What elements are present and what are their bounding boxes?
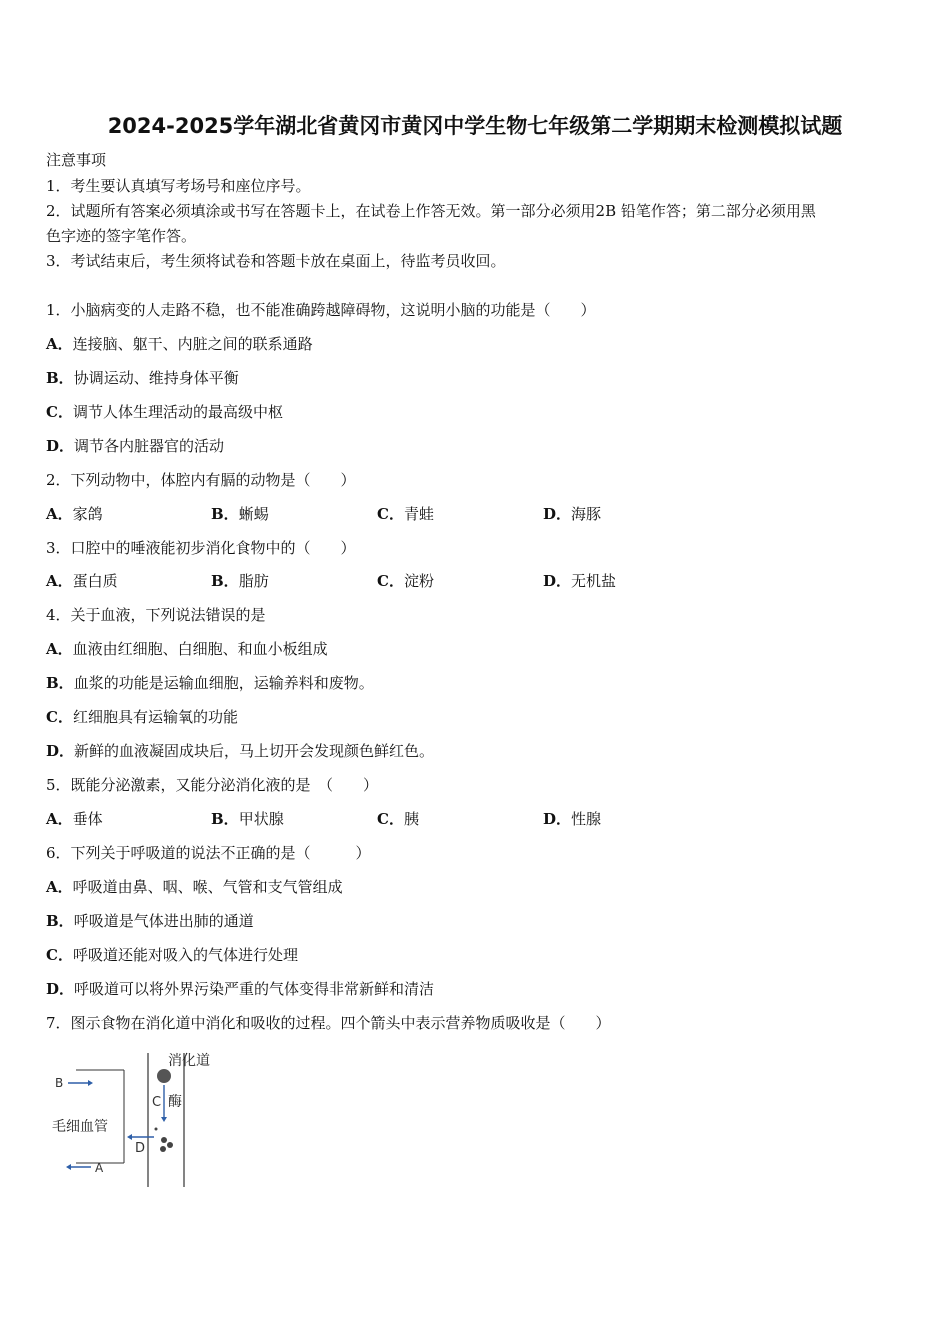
option-a <box>46 334 313 354</box>
option-text: 呼吸道可以将外界污染严重的气体变得非常新鲜和清洁 <box>74 980 435 998</box>
enzyme-label: 酶 <box>168 1094 182 1110</box>
option-key: D． <box>543 505 572 523</box>
arrow-d-label: D <box>135 1141 146 1156</box>
option-key: D． <box>46 980 75 998</box>
option-text: 协调运动、维持身体平衡 <box>73 369 239 387</box>
option-d <box>543 504 601 524</box>
option-key: D． <box>543 572 572 590</box>
notice-heading: 注意事项 <box>46 151 107 169</box>
option-key: A． <box>46 335 73 353</box>
option-text: 调节人体生理活动的最高级中枢 <box>72 403 283 421</box>
option-text: 胰 <box>403 810 419 828</box>
digested-particle <box>160 1146 166 1152</box>
option-key: C． <box>377 810 404 828</box>
digestion-absorption-diagram <box>46 1045 236 1195</box>
option-c <box>46 402 283 422</box>
option-key: B． <box>211 572 239 590</box>
page-title: 2024-2025学年湖北省黄冈市黄冈中学生物七年级第二学期期末检测模拟试题 <box>107 114 843 138</box>
arrow-a-label: A <box>95 1161 104 1175</box>
option-a <box>46 639 328 659</box>
option-text: 垂体 <box>72 810 103 828</box>
option-text: 海豚 <box>571 505 602 523</box>
option-key: D． <box>46 742 75 760</box>
option-d <box>543 809 601 829</box>
option-key: C． <box>377 572 404 590</box>
option-d <box>46 436 224 456</box>
notice-item: 1．考生要认真填写考场号和座位序号。 <box>46 177 311 195</box>
question-stem: 4．关于血液，下列说法错误的是 <box>46 606 266 624</box>
arrow-c-label: C <box>152 1095 162 1110</box>
digested-particle <box>155 1128 158 1131</box>
digested-particle <box>167 1142 173 1148</box>
option-key: B． <box>46 369 74 387</box>
option-text: 性腺 <box>571 810 602 828</box>
question-stem: 6．下列关于呼吸道的说法不正确的是（ ） <box>46 844 371 862</box>
option-text: 调节各内脏器官的活动 <box>74 437 225 455</box>
option-key: D． <box>46 437 75 455</box>
option-text: 血浆的功能是运输血细胞，运输养料和废物。 <box>73 674 374 692</box>
option-a <box>46 809 103 829</box>
option-text: 呼吸道由鼻、咽、喉、气管和支气管组成 <box>72 878 343 896</box>
arrow-a-head <box>66 1164 71 1170</box>
option-a <box>46 571 118 591</box>
option-b <box>46 911 254 931</box>
option-c <box>377 571 434 591</box>
option-c <box>46 945 298 965</box>
option-c <box>46 707 238 727</box>
tract-label: 消化道 <box>168 1053 210 1069</box>
capillary-label: 毛细血管 <box>52 1119 108 1135</box>
option-text: 家鸽 <box>72 505 103 523</box>
option-text: 蛋白质 <box>72 572 118 590</box>
option-key: A． <box>46 810 73 828</box>
food-particle <box>157 1069 171 1083</box>
option-key: A． <box>46 505 73 523</box>
option-text: 新鲜的血液凝固成块后，马上切开会发现颜色鲜红色。 <box>74 742 435 760</box>
notice-item: 2．试题所有答案必须填涂或书写在答题卡上，在试卷上作答无效。第一部分必须用2B 铅笔作答；第二部分必须用黑 <box>46 202 816 220</box>
option-key: B． <box>211 810 239 828</box>
arrow-d-head <box>127 1134 132 1140</box>
option-c <box>377 809 419 829</box>
option-b <box>46 368 239 388</box>
option-b <box>211 504 269 524</box>
option-text: 无机盐 <box>571 572 617 590</box>
option-key: B． <box>46 912 74 930</box>
option-d <box>46 741 434 761</box>
option-key: D． <box>543 810 572 828</box>
arrow-c-head <box>161 1117 167 1122</box>
option-key: A． <box>46 878 73 896</box>
question-stem: 3．口腔中的唾液能初步消化食物中的（ ） <box>46 539 356 557</box>
option-text: 红细胞具有运输氧的功能 <box>72 708 238 726</box>
option-key: B． <box>46 674 74 692</box>
option-key: C． <box>46 946 73 964</box>
question-stem: 7．图示食物在消化道中消化和吸收的过程。四个箭头中表示营养物质吸收是（ ） <box>46 1014 611 1032</box>
option-text: 呼吸道还能对吸入的气体进行处理 <box>72 946 298 964</box>
arrow-b-label: B <box>55 1076 64 1090</box>
arrow-b-head <box>88 1080 93 1086</box>
option-text: 淀粉 <box>403 572 434 590</box>
option-c <box>377 504 434 524</box>
option-key: C． <box>46 403 73 421</box>
option-text: 脂肪 <box>238 572 269 590</box>
option-text: 血液由红细胞、白细胞、和血小板组成 <box>72 640 328 658</box>
digested-particle <box>161 1137 167 1143</box>
option-text: 连接脑、躯干、内脏之间的联系通路 <box>72 335 313 353</box>
option-key: C． <box>377 505 404 523</box>
option-key: C． <box>46 708 73 726</box>
option-key: B． <box>211 505 239 523</box>
question-stem: 5．既能分泌激素，又能分泌消化液的是 （ ） <box>46 776 379 794</box>
option-key: A． <box>46 572 73 590</box>
option-a <box>46 504 103 524</box>
option-text: 甲状腺 <box>238 810 284 828</box>
notice-item: 色字迹的签字笔作答。 <box>46 227 197 245</box>
option-text: 蜥蜴 <box>238 505 269 523</box>
question-stem: 1．小脑病变的人走路不稳，也不能准确跨越障碍物，这说明小脑的功能是（ ） <box>46 301 596 319</box>
question-stem: 2．下列动物中，体腔内有膈的动物是（ ） <box>46 471 356 489</box>
option-b <box>211 571 269 591</box>
option-d <box>543 571 616 591</box>
option-key: A． <box>46 640 73 658</box>
option-text: 青蛙 <box>403 505 434 523</box>
option-text: 呼吸道是气体进出肺的通道 <box>73 912 254 930</box>
option-d <box>46 979 434 999</box>
option-a <box>46 877 343 897</box>
option-b <box>46 673 374 693</box>
option-b <box>211 809 284 829</box>
notice-item: 3．考试结束后，考生须将试卷和答题卡放在桌面上，待监考员收回。 <box>46 252 506 270</box>
